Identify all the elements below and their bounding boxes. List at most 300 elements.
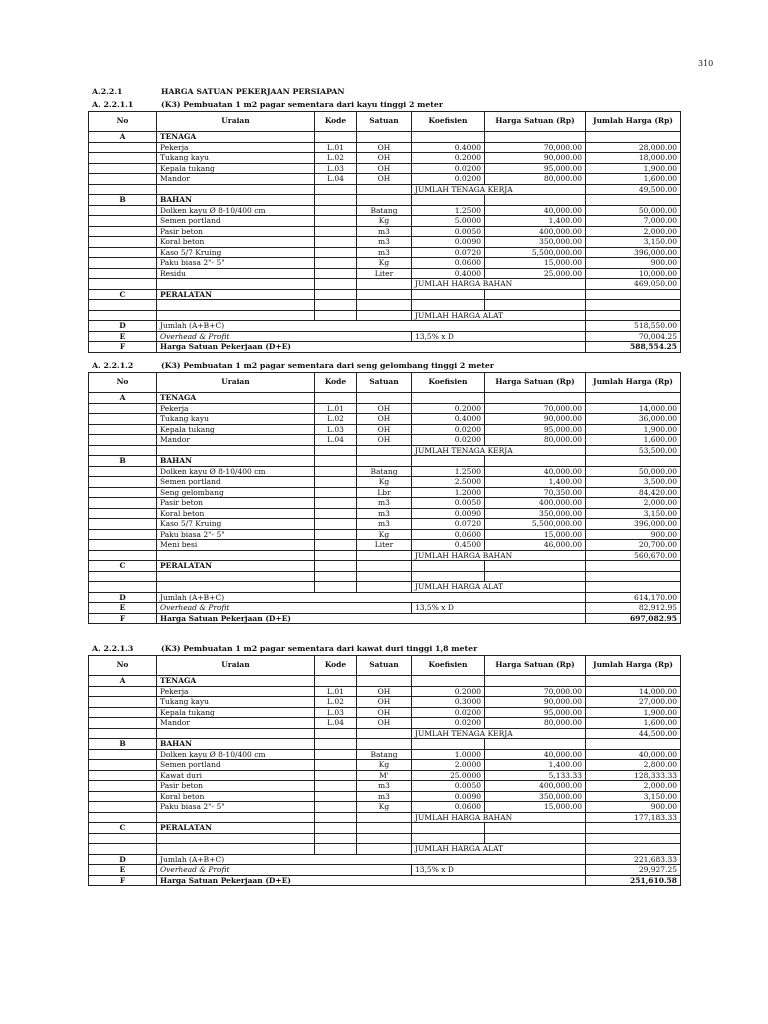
row-letter: E: [89, 865, 157, 876]
item-unit: OH: [357, 697, 412, 708]
table-row: [89, 414, 681, 425]
item-unit-price: 15,000.00: [485, 258, 586, 269]
table-cell: [412, 676, 485, 687]
table-cell: [586, 300, 681, 311]
subtotal-value: [586, 844, 681, 855]
item-coefficient: 0.4500: [412, 540, 485, 551]
column-header: Uraian: [157, 373, 315, 393]
column-header: Uraian: [157, 656, 315, 676]
row-letter: B: [89, 195, 157, 206]
grand-total-label: Harga Satuan Pekerjaan (D+E): [157, 342, 586, 353]
item-coefficient: 1.2500: [412, 466, 485, 477]
item-description: Kepala tukang: [157, 707, 315, 718]
item-unit: m3: [357, 791, 412, 802]
grand-total-value: 697,082.95: [586, 613, 681, 624]
item-code: [315, 781, 357, 792]
table-row: [89, 592, 681, 603]
table-cell: [89, 247, 157, 258]
table-cell: [315, 844, 357, 855]
item-code: [315, 487, 357, 498]
table-cell: [412, 300, 485, 311]
item-total: 900.00: [586, 529, 681, 540]
item-description: Dolken kayu Ø 8-10/400 cm: [157, 205, 315, 216]
table-row: [89, 163, 681, 174]
table-cell: [586, 456, 681, 467]
table-row: [89, 844, 681, 855]
table-cell: [586, 676, 681, 687]
item-total: 1,600.00: [586, 718, 681, 729]
table-cell: [315, 739, 357, 750]
grand-total-label: Harga Satuan Pekerjaan (D+E): [157, 613, 586, 624]
item-unit: OH: [357, 163, 412, 174]
item-code: L.03: [315, 163, 357, 174]
table-cell: [157, 571, 315, 582]
group-label: TENAGA: [157, 393, 315, 404]
item-code: [315, 226, 357, 237]
table-cell: [89, 770, 157, 781]
item-code: L.01: [315, 142, 357, 153]
table-cell: [315, 728, 357, 739]
row-letter: A: [89, 676, 157, 687]
table-cell: [357, 310, 412, 321]
table-cell: [315, 571, 357, 582]
table-cell: [89, 268, 157, 279]
item-code: [315, 540, 357, 551]
grand-total-label: Harga Satuan Pekerjaan (D+E): [157, 875, 586, 886]
item-code: [315, 770, 357, 781]
table-title: (K3) Pembuatan 1 m2 pagar sementara dari kayu tinggi 2 meter: [161, 100, 443, 109]
table-cell: [412, 571, 485, 582]
item-description: Residu: [157, 268, 315, 279]
item-coefficient: 1.2000: [412, 487, 485, 498]
item-total: 128,333.33: [586, 770, 681, 781]
column-header: Kode: [315, 656, 357, 676]
item-total: 1,600.00: [586, 174, 681, 185]
item-unit: Liter: [357, 540, 412, 551]
table-row: [89, 781, 681, 792]
item-total: 20,700.00: [586, 540, 681, 551]
table-row: [89, 300, 681, 311]
table-row: [89, 760, 681, 771]
table-cell: [89, 205, 157, 216]
price-analysis-table: [88, 372, 681, 624]
item-description: Tukang kayu: [157, 414, 315, 425]
table-row: [89, 603, 681, 614]
table-title: (K3) Pembuatan 1 m2 pagar sementara dari kawat duri tinggi 1,8 meter: [161, 644, 478, 653]
table-cell: [485, 561, 586, 572]
table-cell: [485, 833, 586, 844]
item-total: 2,000.00: [586, 781, 681, 792]
table-row: [89, 132, 681, 143]
group-label: BAHAN: [157, 739, 315, 750]
table-row: [89, 676, 681, 687]
item-unit-price: 80,000.00: [485, 435, 586, 446]
table-header-row: [89, 112, 681, 132]
table-row: [89, 310, 681, 321]
subtotal-label: JUMLAH HARGA BAHAN: [412, 279, 586, 290]
price-analysis-table: [88, 655, 681, 886]
column-header: Satuan: [357, 656, 412, 676]
item-coefficient: 0.0050: [412, 498, 485, 509]
table-cell: [89, 477, 157, 488]
table-row: [89, 833, 681, 844]
table-cell: [357, 289, 412, 300]
item-unit-price: 80,000.00: [485, 174, 586, 185]
table-cell: [357, 823, 412, 834]
row-letter: C: [89, 823, 157, 834]
page-number: 310: [698, 59, 714, 68]
item-unit-price: 1,400.00: [485, 216, 586, 227]
column-header: No: [89, 373, 157, 393]
item-code: [315, 498, 357, 509]
table-cell: [485, 739, 586, 750]
item-unit: Kg: [357, 477, 412, 488]
row-letter: A: [89, 393, 157, 404]
subtotal-label: JUMLAH HARGA ALAT: [412, 582, 586, 593]
item-unit-price: 15,000.00: [485, 802, 586, 813]
table-row: [89, 445, 681, 456]
item-description: Paku biasa 2"- 5": [157, 258, 315, 269]
item-unit-price: 70,000.00: [485, 686, 586, 697]
item-unit-price: 350,000.00: [485, 237, 586, 248]
table-cell: [485, 195, 586, 206]
subtotal-value: 49,500.00: [586, 184, 681, 195]
row-letter: C: [89, 289, 157, 300]
table-cell: [357, 393, 412, 404]
item-code: [315, 216, 357, 227]
table-row: [89, 268, 681, 279]
item-code: [315, 529, 357, 540]
item-unit-price: 95,000.00: [485, 163, 586, 174]
table-row: [89, 435, 681, 446]
item-unit-price: 40,000.00: [485, 205, 586, 216]
item-description: Pekerja: [157, 142, 315, 153]
table-row: [89, 770, 681, 781]
subtotal-label: JUMLAH TENAGA KERJA: [412, 728, 586, 739]
table-row: [89, 424, 681, 435]
item-code: L.04: [315, 174, 357, 185]
item-total: 3,150.00: [586, 508, 681, 519]
table-row: [89, 686, 681, 697]
table-row: [89, 247, 681, 258]
item-coefficient: 25.0000: [412, 770, 485, 781]
item-unit-price: 95,000.00: [485, 707, 586, 718]
item-coefficient: 0.0200: [412, 424, 485, 435]
table-cell: [89, 279, 157, 290]
item-coefficient: 0.0090: [412, 508, 485, 519]
column-header: Jumlah Harga (Rp): [586, 112, 681, 132]
item-code: [315, 760, 357, 771]
table-cell: [157, 184, 315, 195]
table-cell: [586, 823, 681, 834]
grand-total-value: 251,610.58: [586, 875, 681, 886]
table-row: [89, 823, 681, 834]
table-row: [89, 195, 681, 206]
item-unit-price: 350,000.00: [485, 508, 586, 519]
table-row: [89, 216, 681, 227]
item-description: Pasir beton: [157, 226, 315, 237]
table-row: [89, 174, 681, 185]
item-unit-price: 1,400.00: [485, 760, 586, 771]
item-unit: Kg: [357, 258, 412, 269]
item-unit-price: 95,000.00: [485, 424, 586, 435]
item-description: Semen portland: [157, 216, 315, 227]
table-cell: [485, 300, 586, 311]
table-row: [89, 342, 681, 353]
table-cell: [89, 498, 157, 509]
table-cell: [89, 728, 157, 739]
table-heading: [92, 101, 443, 109]
table-header-row: [89, 656, 681, 676]
group-label: PERALATAN: [157, 823, 315, 834]
table-cell: [89, 571, 157, 582]
table-cell: [357, 550, 412, 561]
table-cell: [89, 466, 157, 477]
item-coefficient: 0.0200: [412, 174, 485, 185]
item-description: Pasir beton: [157, 498, 315, 509]
item-unit-price: 400,000.00: [485, 226, 586, 237]
item-description: Pekerja: [157, 686, 315, 697]
item-code: [315, 477, 357, 488]
table-row: [89, 519, 681, 530]
table-cell: [586, 739, 681, 750]
table-cell: [357, 279, 412, 290]
table-cell: [315, 310, 357, 321]
column-header: Satuan: [357, 373, 412, 393]
item-description: Kepala tukang: [157, 424, 315, 435]
section-code: A.2.2.1: [92, 87, 123, 96]
row-letter: E: [89, 331, 157, 342]
item-coefficient: 0.0200: [412, 718, 485, 729]
table-cell: [89, 812, 157, 823]
item-coefficient: 0.0600: [412, 529, 485, 540]
overhead-value: 29,927.25: [586, 865, 681, 876]
table-row: [89, 142, 681, 153]
table-cell: [157, 728, 315, 739]
item-code: [315, 791, 357, 802]
section-title: HARGA SATUAN PEKERJAAN PERSIAPAN: [161, 87, 345, 96]
table-row: [89, 613, 681, 624]
table-code: A. 2.2.1.3: [92, 644, 134, 653]
item-unit: Kg: [357, 802, 412, 813]
item-code: [315, 749, 357, 760]
table-cell: [357, 571, 412, 582]
item-total: 50,000.00: [586, 205, 681, 216]
row-letter: F: [89, 875, 157, 886]
table-row: [89, 498, 681, 509]
item-unit-price: 46,000.00: [485, 540, 586, 551]
item-coefficient: 5.0000: [412, 216, 485, 227]
table-cell: [586, 289, 681, 300]
table-cell: [89, 802, 157, 813]
item-total: 900.00: [586, 258, 681, 269]
item-total: 3,150.00: [586, 791, 681, 802]
table-cell: [357, 184, 412, 195]
column-header: Harga Satuan (Rp): [485, 656, 586, 676]
table-cell: [315, 812, 357, 823]
table-row: [89, 258, 681, 269]
table-cell: [485, 571, 586, 582]
item-description: Dolken kayu Ø 8-10/400 cm: [157, 749, 315, 760]
item-description: Koral beton: [157, 508, 315, 519]
table-row: [89, 403, 681, 414]
row-letter: D: [89, 854, 157, 865]
item-code: L.01: [315, 686, 357, 697]
table-cell: [315, 279, 357, 290]
table-cell: [485, 132, 586, 143]
row-letter: B: [89, 456, 157, 467]
table-row: [89, 529, 681, 540]
item-unit-price: 90,000.00: [485, 697, 586, 708]
row-letter: E: [89, 603, 157, 614]
item-description: Koral beton: [157, 791, 315, 802]
item-coefficient: 0.0050: [412, 226, 485, 237]
table-cell: [89, 697, 157, 708]
item-unit-price: 70,000.00: [485, 142, 586, 153]
overhead-value: 82,912.95: [586, 603, 681, 614]
column-header: Koefisien: [412, 656, 485, 676]
table-cell: [586, 195, 681, 206]
table-row: [89, 466, 681, 477]
item-code: L.03: [315, 424, 357, 435]
item-total: 1,900.00: [586, 163, 681, 174]
row-letter: A: [89, 132, 157, 143]
item-unit: OH: [357, 142, 412, 153]
table-code: A. 2.2.1.1: [92, 100, 134, 109]
table-cell: [412, 289, 485, 300]
table-cell: [89, 163, 157, 174]
table-cell: [89, 686, 157, 697]
table-cell: [89, 844, 157, 855]
table-cell: [315, 289, 357, 300]
item-coefficient: 0.2000: [412, 403, 485, 414]
table-cell: [89, 791, 157, 802]
item-total: 14,000.00: [586, 686, 681, 697]
table-cell: [315, 132, 357, 143]
table-row: [89, 854, 681, 865]
item-coefficient: 0.0090: [412, 791, 485, 802]
item-unit: Lbr: [357, 487, 412, 498]
table-cell: [485, 676, 586, 687]
item-unit-price: 5,500,000.00: [485, 247, 586, 258]
table-cell: [357, 445, 412, 456]
column-header: Jumlah Harga (Rp): [586, 373, 681, 393]
item-total: 7,000.00: [586, 216, 681, 227]
item-unit: Batang: [357, 749, 412, 760]
table-cell: [89, 142, 157, 153]
item-unit-price: 1,400.00: [485, 477, 586, 488]
table-cell: [357, 833, 412, 844]
table-cell: [586, 833, 681, 844]
column-header: Kode: [315, 112, 357, 132]
item-description: Kaso 5/7 Kruing: [157, 519, 315, 530]
table-cell: [89, 435, 157, 446]
price-analysis-table: [88, 111, 681, 353]
section-heading: [92, 88, 345, 96]
subtotal-value: 177,183.33: [586, 812, 681, 823]
item-unit: m3: [357, 498, 412, 509]
item-total: 3,500.00: [586, 477, 681, 488]
table-row: [89, 226, 681, 237]
table-cell: [586, 393, 681, 404]
total-value: 518,550.00: [586, 321, 681, 332]
item-total: 10,000.00: [586, 268, 681, 279]
item-total: 36,000.00: [586, 414, 681, 425]
table-cell: [412, 195, 485, 206]
subtotal-label: JUMLAH HARGA BAHAN: [412, 812, 586, 823]
total-label: Jumlah (A+B+C): [157, 321, 586, 332]
overhead-formula: 13,5% x D: [412, 331, 586, 342]
row-letter: D: [89, 592, 157, 603]
table-cell: [357, 739, 412, 750]
item-unit-price: 40,000.00: [485, 749, 586, 760]
column-header: No: [89, 656, 157, 676]
item-unit: OH: [357, 424, 412, 435]
table-cell: [89, 300, 157, 311]
column-header: No: [89, 112, 157, 132]
table-cell: [315, 823, 357, 834]
item-unit: OH: [357, 174, 412, 185]
table-cell: [157, 833, 315, 844]
subtotal-label: JUMLAH HARGA ALAT: [412, 310, 586, 321]
group-label: TENAGA: [157, 132, 315, 143]
table-cell: [89, 445, 157, 456]
table-cell: [89, 707, 157, 718]
group-label: TENAGA: [157, 676, 315, 687]
table-cell: [412, 132, 485, 143]
column-header: Satuan: [357, 112, 412, 132]
item-description: Mandor: [157, 718, 315, 729]
item-unit: m3: [357, 237, 412, 248]
subtotal-label: JUMLAH TENAGA KERJA: [412, 184, 586, 195]
table-row: [89, 508, 681, 519]
item-coefficient: 0.0200: [412, 707, 485, 718]
table-row: [89, 184, 681, 195]
table-row: [89, 456, 681, 467]
table-cell: [357, 561, 412, 572]
table-row: [89, 739, 681, 750]
item-total: 2,000.00: [586, 498, 681, 509]
item-unit: Batang: [357, 466, 412, 477]
table-row: [89, 561, 681, 572]
table-cell: [157, 812, 315, 823]
table-cell: [315, 833, 357, 844]
table-cell: [315, 445, 357, 456]
item-total: 1,900.00: [586, 707, 681, 718]
item-unit: OH: [357, 403, 412, 414]
item-total: 2,800.00: [586, 760, 681, 771]
item-description: Kawat duri: [157, 770, 315, 781]
item-description: Semen portland: [157, 760, 315, 771]
table-heading: [92, 362, 494, 370]
item-coefficient: 0.4000: [412, 142, 485, 153]
item-coefficient: 0.2000: [412, 153, 485, 164]
item-coefficient: 0.0200: [412, 435, 485, 446]
item-unit: Kg: [357, 216, 412, 227]
item-unit-price: 15,000.00: [485, 529, 586, 540]
table-cell: [357, 132, 412, 143]
table-cell: [89, 184, 157, 195]
item-coefficient: 0.4000: [412, 414, 485, 425]
table-cell: [357, 676, 412, 687]
item-unit-price: 90,000.00: [485, 414, 586, 425]
item-code: L.02: [315, 153, 357, 164]
item-total: 14,000.00: [586, 403, 681, 414]
group-label: BAHAN: [157, 456, 315, 467]
item-code: L.03: [315, 707, 357, 718]
table-row: [89, 540, 681, 551]
overhead-label: Overhead & Profit: [157, 331, 412, 342]
